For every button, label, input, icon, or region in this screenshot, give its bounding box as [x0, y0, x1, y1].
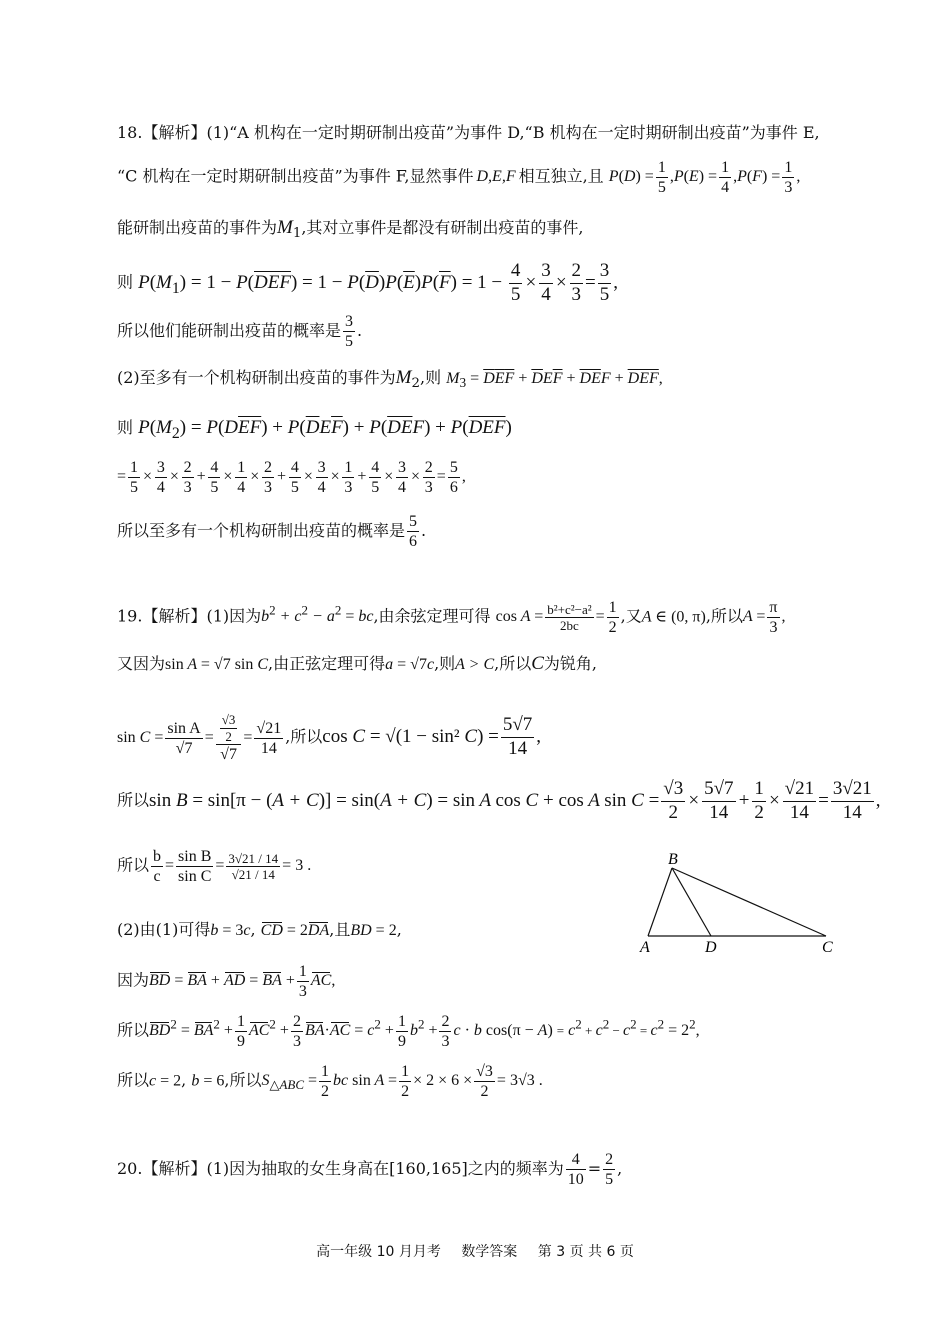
q19-line6-prefix: (2)由(1)可得: [117, 920, 211, 939]
q19-area: $S_{\triangle ABC}$ = $\frac{1}{2}$ bc sin A = $\frac{1}{2}$ × 2 × 6 × $\frac{√3}{2}$ = 3√3 .: [261, 1063, 543, 1101]
q19-line2-mid2: ,则: [434, 654, 456, 673]
q20-line1: 20.【解析】(1)因为抽取的女生身高在[160,165]之内的频率为 $\frac{4}{10}$ = $\frac{2}{5}$ ,: [117, 1151, 623, 1189]
q19-line7-prefix: 因为: [117, 970, 150, 990]
q19-line2-mid3: ,所以: [494, 654, 532, 673]
q18-line1-text: 18.【解析】(1)“A 机构在一定时期研制出疫苗”为事件 D,“B 机构在一定时期研制出疫苗”为事件 E,: [117, 123, 820, 142]
q19-line1-prefix: 19.【解析】(1)因为: [117, 606, 262, 626]
label-a: A: [640, 939, 650, 956]
side-bc: [672, 868, 826, 936]
q19-line8-prefix: 所以: [117, 1020, 150, 1040]
q19-BD-2: BD = 2: [350, 922, 397, 939]
q19-line3: [117, 712, 541, 764]
q18-line1: [117, 125, 820, 141]
q18-m1-var: M: [277, 217, 293, 238]
q19-cosC: cos C = √(1 − sin² C) = $\frac{5√7}{14}$ ,: [322, 714, 542, 759]
q18-line4-formula: $P(M_1) = 1 - P(\overline{DEF}) = 1 - P(\overline{D})P(\overline{E})P(\overline{F}) = 1$ − $\frac{4}{5}$ × $\frac{3}{4}$ × $\frac{2}{3}$ = $\frac{3}{5}$ ,: [138, 260, 619, 305]
segment-bd: [672, 868, 711, 936]
q20-freq: $\frac{4}{10}$: [567, 1151, 584, 1189]
q19-line6-mid: ,且: [329, 920, 351, 939]
q19-line1: [117, 598, 786, 637]
q18-line9: 所以至多有一个机构研制出疫苗的概率是 $\frac{5}{6}$ .: [117, 513, 427, 551]
q20-line1-text: 20.【解析】(1)因为抽取的女生身高在[160,165]之内的频率为: [117, 1159, 564, 1179]
q18-probabilities: P(D) = $\frac{1}{5}$ ,P(E) = $\frac{1}{4}$ ,P(F) = $\frac{1}{3}$ ,: [608, 159, 801, 197]
q19-b-6: b = 6: [191, 1072, 225, 1090]
q18-line2-mid: 相互独立,且: [518, 166, 604, 186]
q18-line6-prefix: (2)至多有一个机构研制出疫苗的事件为: [117, 368, 396, 387]
q19-sinB: sin B = sin[π − (A + C)] = sin(A + C) = sin A cos C + cos A sin C = $\frac{√3}{2}$ × $\frac{5√7}{14}$ + $\frac{1}{2}$ × $\frac{√21}{14}$ = $\frac{3√21}{14}$ ,: [149, 778, 881, 823]
q18-line2: [117, 158, 800, 197]
q18-line6: [117, 368, 663, 391]
q19-line8: [117, 1012, 700, 1051]
q18-m2-var: M: [395, 367, 412, 388]
q18-line8: [117, 458, 466, 497]
label-c: C: [822, 939, 833, 956]
q18-line2-text: “C 机构在一定时期研制出疫苗”为事件 F,显然事件: [117, 166, 474, 186]
q18-m1-sub: 1: [292, 226, 302, 242]
q19-line1-end: ,所以: [705, 606, 743, 626]
q19-line2-prefix: 又因为: [117, 654, 166, 673]
label-b: B: [668, 851, 678, 868]
q19-line2-mid: ,由正弦定理可得: [268, 654, 386, 673]
q18-m2-sub: 2: [411, 376, 420, 392]
side-ab: [648, 868, 672, 936]
q18-line6-formula: $M_3 = \overline{D}\overline{E}\overline{F} + \overline{D}E\overline{F} + \overline{DE}F + \overline{DEF}$,: [446, 370, 663, 391]
footer-page-number: 第 3 页 共 6 页: [537, 1244, 634, 1260]
page-footer: [0, 1241, 950, 1261]
q18-line3: [117, 218, 584, 241]
q18-line2-vars: D,E,F: [476, 168, 516, 186]
q18-line5-prefix: 所以他们能研制出疫苗的概率是: [117, 321, 342, 341]
q18-line3-rest: ,其对立事件是都没有研制出疫苗的事件,: [301, 218, 584, 237]
q18-line7: [117, 418, 512, 442]
q20-freq-simplified: $\frac{2}{5}$: [605, 1151, 614, 1189]
q18-line6-mid: ,则: [419, 368, 442, 387]
q19-line2: [117, 654, 597, 673]
q18-line4-prefix: 则: [117, 272, 134, 292]
q19-sinA: sin A = √7 sin C: [165, 656, 269, 673]
footer-grade: 高一年级 10 月月考: [316, 1244, 441, 1260]
q18-line4: [117, 260, 618, 307]
q19-cosA: cos A = $\frac{\text{b²+c²−a²}}{2bc}$ = $\frac{1}{2}$: [495, 599, 617, 637]
q18-line5-frac: $\frac{3}{5}$: [345, 313, 354, 351]
q19-eq1: $b^2 + c^2 - a^2$ = bc: [261, 603, 374, 626]
q19-line9-mid: ,所以: [224, 1070, 262, 1090]
q19-line2-end: 为锐角,: [543, 654, 597, 673]
q18-line7-prefix: 则: [117, 418, 134, 437]
q18-line8-formula: = $\frac{1}{5}$ × $\frac{3}{4}$ × $\frac{2}{3}$ + $\frac{4}{5}$ × $\frac{1}{4}$ × $\frac{2}{3}$ + $\frac{4}{5}$ × $\frac{3}{4}$ × $\frac{1}{3}$ + $\frac{4}{5}$ × $\frac{3}{4}$ × $\frac{2}{3}$ = $\frac{5}{6}$ ,: [117, 459, 466, 497]
q19-line5: [117, 847, 311, 886]
q19-line1-mid: ,由余弦定理可得: [373, 606, 491, 626]
label-d: D: [705, 939, 717, 956]
q19-line6: (2)由(1)可得b = 3c, CD = 2DA,且BD = 2,: [117, 920, 402, 939]
triangle-abc-diagram: [636, 848, 846, 958]
q19-sinC: sin C = $\frac{\text{sin A}}{√7}$ = $\frac{\frac{√3}{2}}{√7}$ = $\frac{√21}{14}$: [117, 712, 282, 764]
q19-line4-prefix: 所以: [117, 790, 150, 810]
q19-b-3c: b = 3c: [210, 922, 251, 939]
q19-BD-squared: $BD^2 = BA^2$ + $\frac{1}{9}$ $AC^2$ + $\frac{2}{3}$ $BA\cdot AC = c^2$ + $\frac{1}{9}$ $b^2$ + $\frac{2}{3}$ c · b $\cos(\pi - A) = c^2 + c^2 - c^2 = c^2 = 2^2$,: [149, 1013, 700, 1051]
q18-line5: 所以他们能研制出疫苗的概率是 $\frac{3}{5}$ .: [117, 313, 363, 351]
q19-Arange: A ∈ (0, π): [641, 608, 706, 626]
q19-line5-prefix: 所以: [117, 855, 150, 875]
q19-a-val: a = √7c: [385, 656, 435, 673]
q18-line7-formula: $P(M_2) = P(D\overline{EF}) + P(\overline{D}E\overline{F}) + P(\overline{DE}F) + P(\overline{DEF})$: [138, 417, 512, 442]
q19-C-var: C: [531, 653, 544, 674]
q19-Aval: A = $\frac{\pi}{3}$ ,: [742, 599, 786, 637]
q19-line9-prefix: 所以: [117, 1070, 150, 1090]
q19-b-over-c: $\frac{b}{c}$ = $\frac{\text{sin B}}{\text{sin C}}$ = $\frac{3√21 / 14}{√21 / 14}$ = 3 .: [153, 848, 312, 886]
q18-line9-prefix: 所以至多有一个机构研制出疫苗的概率是: [117, 521, 406, 541]
q19-c-2: c = 2: [149, 1072, 182, 1090]
q19-line7: [117, 962, 335, 1001]
q19-line4: [117, 778, 881, 825]
q19-line1-mid2: ,又: [620, 606, 642, 626]
q19-vec-BD: BD = BA + AD = BA + $\frac{1}{3}$ AC,: [149, 963, 336, 1001]
q19-AgtC: A > C: [455, 656, 495, 673]
q19-line3-mid: ,所以: [285, 726, 323, 746]
q18-line3-text: 能研制出疫苗的事件为: [117, 218, 278, 237]
q19-line9: 所以c = 2, b = 6,所以$S_{\triangle ABC}$ = $\frac{1}{2}$ bc sin A = $\frac{1}{2}$ × 2 × 6 × $\frac{√3}{2}$ = 3√3 .: [117, 1063, 543, 1101]
q19-CD-2DA: CD = 2DA: [260, 922, 330, 939]
footer-subject: 数学答案: [461, 1244, 518, 1260]
q18-line9-frac: $\frac{5}{6}$: [409, 513, 418, 551]
